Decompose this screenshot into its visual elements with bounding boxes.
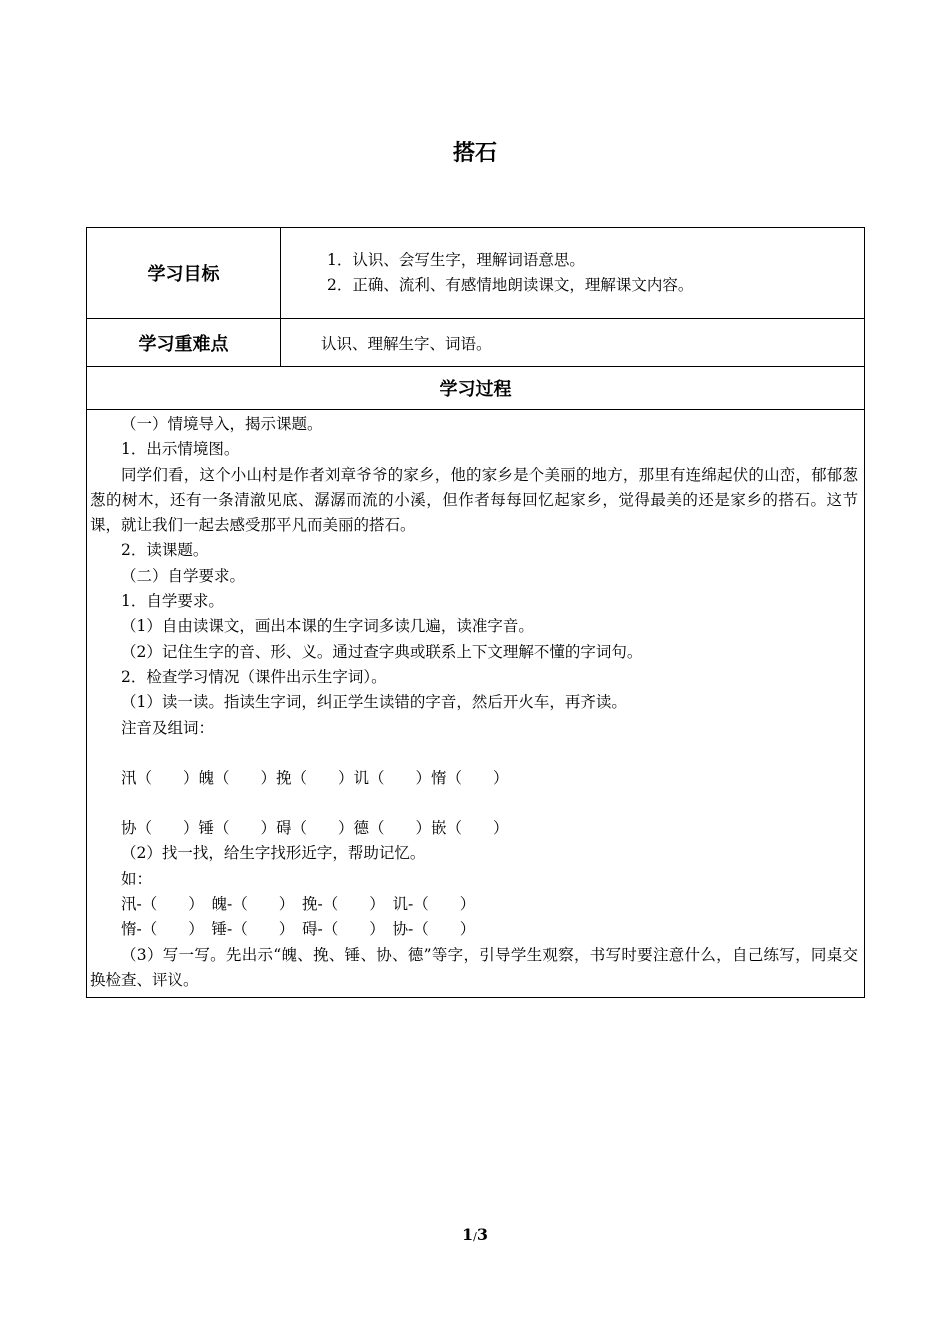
page-number <box>0 1225 950 1244</box>
focus-cell: 认识、理解生字、词语。 <box>281 319 865 367</box>
focus-label: 学习重难点 <box>87 319 281 367</box>
page-separator: / <box>473 1230 477 1243</box>
process-line: 注音及组词： <box>121 718 215 737</box>
process-line: 2．检查学习情况（课件出示生字词）。 <box>121 667 387 686</box>
process-body <box>87 410 865 998</box>
goals-label: 学习目标 <box>87 228 281 319</box>
process-line: （2）找一找，给生字找形近字，帮助记忆。 <box>121 844 426 863</box>
process-line: （3）写一写。先出示“魄、挽、锤、协、德”等字，引导学生观察，书写时要注意什么，自己练写，同桌交换检查、评议。 <box>90 945 858 989</box>
lesson-plan-table <box>86 227 865 998</box>
process-header-row <box>87 367 865 410</box>
fill-in-line: 汛-（ ） 魄-（ ） 挽-（ ） 讥-（ ） <box>121 895 476 914</box>
process-label: 学习过程 <box>87 367 865 410</box>
process-line: 1．出示情境图。 <box>121 440 240 459</box>
focus-row <box>87 319 865 367</box>
goal-item: 1．认识、会写生字，理解词语意思。 <box>327 251 585 269</box>
process-line: （1）自由读课文，画出本课的生字词多读几遍，读准字音。 <box>121 617 534 636</box>
process-line: （1）读一读。指读生字词，纠正学生读错的字音，然后开火车，再齐读。 <box>121 693 627 712</box>
goals-row <box>87 228 865 319</box>
process-line: （2）记住生字的音、形、义。通过查字典或联系上下文理解不懂的字词句。 <box>121 642 643 661</box>
process-line: 1．自学要求。 <box>121 592 224 611</box>
page-title: 搭石 <box>452 141 497 166</box>
process-body-row <box>87 410 865 998</box>
fill-in-line: 惰-（ ） 锤-（ ） 碍-（ ） 协-（ ） <box>121 920 476 939</box>
process-line: 同学们看，这个小山村是作者刘章爷爷的家乡，他的家乡是个美丽的地方，那里有连绵起伏的山峦，郁郁葱葱的树木，还有一条清澈见底、潺潺而流的小溪，但作者每每回忆起家乡，觉得最美的还是家乡的搭石。这节课，就让我们一起去感受那平凡而美丽的搭石。 <box>90 465 858 535</box>
process-line: 2．读课题。 <box>121 541 209 560</box>
current-page: 1 <box>462 1225 474 1244</box>
fill-in-line: 汛（ ）魄（ ）挽（ ）讥（ ）惰（ ） <box>121 768 509 787</box>
goals-cell <box>281 228 865 319</box>
total-pages: 3 <box>476 1225 488 1244</box>
process-line: （二）自学要求。 <box>121 566 246 585</box>
fill-in-line: 协（ ）锤（ ）碍（ ）德（ ）嵌（ ） <box>121 819 509 838</box>
goal-item: 2．正确、流利、有感情地朗读课文，理解课文内容。 <box>327 276 694 294</box>
process-line: 如： <box>121 869 153 888</box>
process-line: （一）情境导入，揭示课题。 <box>121 415 323 433</box>
